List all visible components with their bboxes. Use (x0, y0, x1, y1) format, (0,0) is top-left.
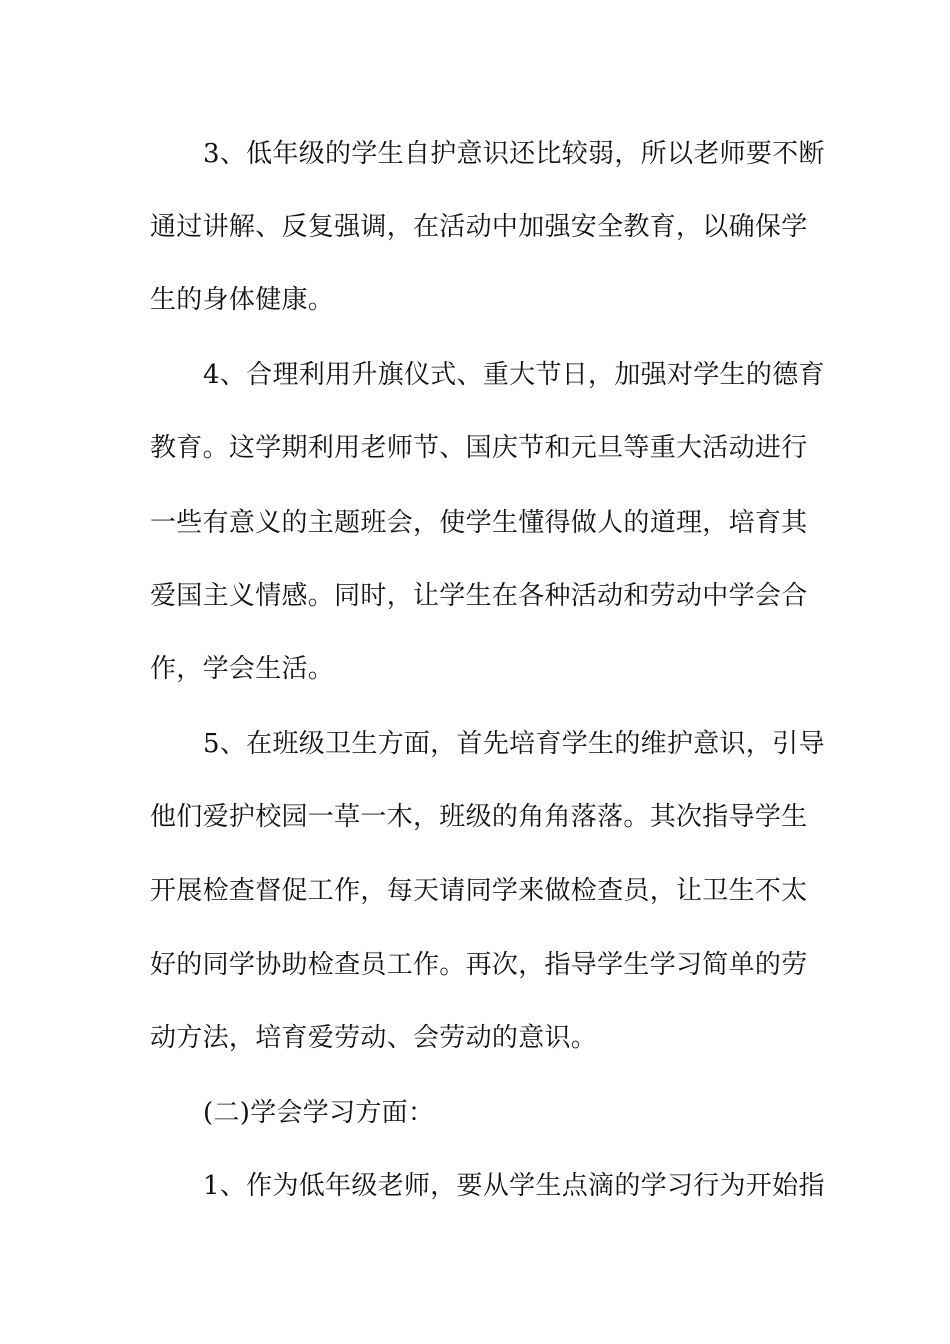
paragraph-3-line-2: 通过讲解、反复强调，在活动中加强安全教育，以确保学 (150, 212, 808, 242)
paragraph-4-line-4: 爱国主义情感。同时，让学生在各种活动和劳动中学会合 (150, 581, 808, 611)
paragraph-5-line-2: 他们爱护校园一草一木，班级的角角落落。其次指导学生 (150, 802, 808, 832)
paragraph-3-line-3: 生的身体健康。 (150, 285, 335, 315)
paragraph-4-line-2: 教育。这学期利用老师节、国庆节和元旦等重大活动进行 (150, 433, 808, 463)
paragraph-5-line-4: 好的同学协助检查员工作。再次，指导学生学习简单的劳 (150, 950, 808, 980)
paragraph-5-line-3: 开展检查督促工作，每天请同学来做检查员，让卫生不太 (150, 876, 808, 906)
paragraph-5-line-1: 5、在班级卫生方面，首先培育学生的维护意识，引导 (203, 729, 825, 759)
paragraph-1-line-1: 1、作为低年级老师，要从学生点滴的学习行为开始指 (203, 1171, 825, 1201)
paragraph-4-line-5: 作，学会生活。 (150, 654, 335, 684)
section-heading: (二)学会学习方面： (203, 1098, 435, 1128)
paragraph-4-line-3: 一些有意义的主题班会，使学生懂得做人的道理，培育其 (150, 508, 808, 538)
paragraph-4-line-1: 4、合理利用升旗仪式、重大节日，加强对学生的德育 (203, 360, 825, 390)
paragraph-3-line-1: 3、低年级的学生自护意识还比较弱，所以老师要不断 (203, 139, 825, 169)
paragraph-5-line-5: 动方法，培育爱劳动、会劳动的意识。 (150, 1023, 598, 1053)
